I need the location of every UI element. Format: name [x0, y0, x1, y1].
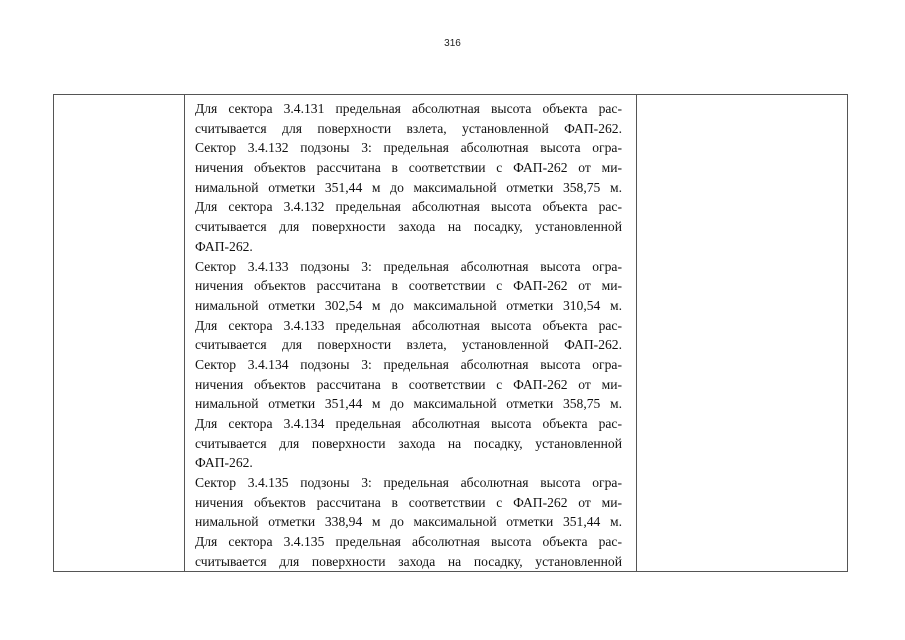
- text-line: Для сектора 3.4.132 предельная абсолютная высота объекта рас-: [195, 199, 622, 215]
- text-line: Для сектора 3.4.135 предельная абсолютная высота объекта рас-: [195, 534, 622, 550]
- text-line: считывается для поверхности захода на посадку, установленной: [195, 219, 622, 235]
- text-line: считывается для поверхности взлета, установленной ФАП-262.: [195, 337, 622, 353]
- text-line: Сектор 3.4.134 подзоны 3: предельная абсолютная высота огра-: [195, 356, 622, 372]
- table-cell-text: [185, 95, 636, 571]
- text-line: считывается для поверхности захода на посадку, установленной: [195, 435, 622, 451]
- text-line: ничения объектов рассчитана в соответствии с ФАП-262 от ми-: [195, 376, 622, 392]
- text-line: ничения объектов рассчитана в соответствии с ФАП-262 от ми-: [195, 494, 622, 510]
- text-line: Сектор 3.4.132 подзоны 3: предельная абсолютная высота огра-: [195, 140, 622, 156]
- page-number: 316: [444, 38, 461, 49]
- table-cell-left: [54, 95, 185, 571]
- text-line: нимальной отметки 302,54 м до максимальной отметки 310,54 м.: [195, 297, 622, 313]
- text-line: считывается для поверхности захода на посадку, установленной: [195, 553, 622, 569]
- text-line: нимальной отметки 351,44 м до максимальной отметки 358,75 м.: [195, 179, 622, 195]
- text-line: нимальной отметки 351,44 м до максимальной отметки 358,75 м.: [195, 396, 622, 412]
- text-line: нимальной отметки 338,94 м до максимальной отметки 351,44 м.: [195, 514, 622, 530]
- text-line: Для сектора 3.4.133 предельная абсолютная высота объекта рас-: [195, 317, 622, 333]
- text-line: Для сектора 3.4.134 предельная абсолютная высота объекта рас-: [195, 416, 622, 431]
- text-line: считывается для поверхности взлета, установленной ФАП-262.: [195, 120, 622, 136]
- text-line: Сектор 3.4.135 подзоны 3: предельная абсолютная высота огра-: [195, 475, 622, 491]
- text-line: ничения объектов рассчитана в соответствии с ФАП-262 от ми-: [195, 278, 622, 294]
- text-line: Сектор 3.4.133 подзоны 3: предельная абсолютная высота огра-: [195, 258, 622, 274]
- document-table: [53, 94, 848, 572]
- text-line: Для сектора 3.4.131 предельная абсолютная высота объекта рас-: [195, 101, 622, 116]
- text-line: ничения объектов рассчитана в соответствии с ФАП-262 от ми-: [195, 160, 622, 176]
- table-cell-right: [636, 95, 849, 571]
- text-line: ФАП-262.: [195, 455, 253, 471]
- text-line: ФАП-262.: [195, 238, 253, 254]
